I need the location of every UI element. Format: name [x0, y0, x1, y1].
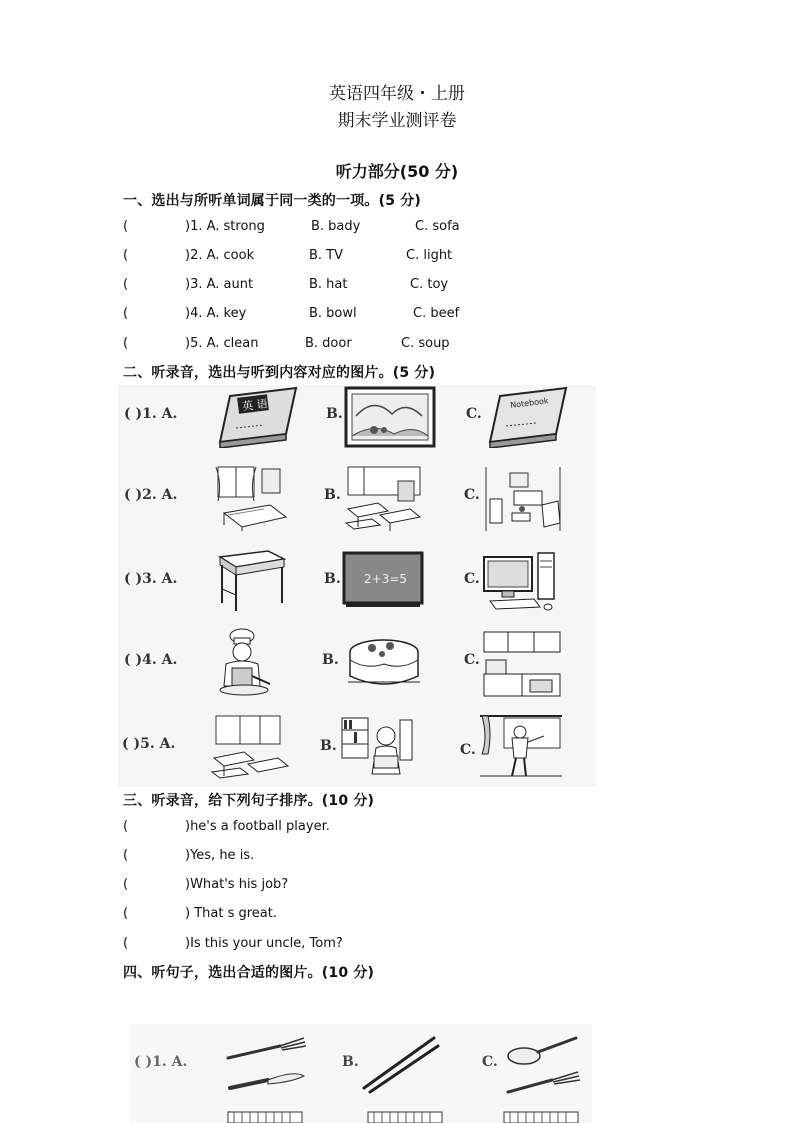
row-label: ( )1. A. — [134, 1054, 188, 1070]
option-b-label: B. — [324, 487, 341, 503]
section-2-title: 二、听录音，选出与听到内容对应的图片。(5 分) — [123, 365, 436, 381]
classroom-icon[interactable] — [344, 465, 424, 533]
option-b-label: B. — [320, 738, 337, 754]
option-b: B. bowl — [309, 306, 357, 321]
option-c-label: C. — [464, 487, 480, 503]
option-b: B. door — [305, 336, 352, 351]
option-a: )5. A. clean — [185, 336, 259, 351]
option-a: )4. A. key — [185, 306, 247, 321]
chef-icon[interactable] — [212, 628, 276, 698]
option-b: B. bady — [311, 219, 361, 234]
sentence-text: ) That s great. — [185, 906, 277, 921]
s2-row-1 — [118, 386, 598, 466]
chopsticks-icon[interactable] — [360, 1034, 440, 1094]
row-label: ( )5. A. — [122, 736, 176, 752]
sentence-text: )Is this your uncle, Tom? — [185, 936, 343, 951]
section-3-title: 三、听录音，给下列句子排序。(10 分) — [123, 793, 375, 809]
notebook-cover-text: Notebook — [509, 396, 550, 410]
option-b-label: B. — [322, 652, 339, 668]
row-label: ( )2. A. — [124, 487, 178, 503]
partial-row-picture — [366, 1110, 446, 1123]
answer-paren[interactable]: ( — [123, 219, 129, 234]
option-a: )1. A. strong — [185, 219, 265, 234]
option-c-label: C. — [464, 571, 480, 587]
bedroom-icon[interactable] — [214, 465, 290, 533]
s2-row-5 — [118, 712, 598, 792]
computer-icon[interactable] — [482, 549, 564, 613]
table-icon[interactable] — [214, 549, 288, 613]
answer-paren[interactable]: ( — [123, 877, 129, 892]
option-c: C. toy — [410, 277, 449, 292]
answer-paren[interactable]: ( — [123, 848, 129, 863]
sentence-text: )he's a football player. — [185, 819, 330, 834]
s2-row-4 — [118, 628, 598, 708]
option-c-label: C. — [466, 406, 482, 422]
listening-part-title: 听力部分(50 分) — [335, 162, 459, 181]
section-1-title: 一、选出与所听单词属于同一类的一项。(5 分) — [123, 193, 422, 209]
partial-row-picture — [502, 1110, 582, 1123]
row-label: ( )1. A. — [124, 406, 178, 422]
window-picture-icon[interactable] — [344, 386, 436, 448]
answer-paren[interactable]: ( — [123, 906, 129, 921]
answer-paren[interactable]: ( — [123, 936, 129, 951]
answer-paren[interactable]: ( — [123, 277, 129, 292]
answer-paren[interactable]: ( — [123, 306, 129, 321]
option-c-label: C. — [464, 652, 480, 668]
board-sum-text: 2+3=5 — [364, 572, 408, 586]
fork-and-knife-icon[interactable] — [224, 1032, 308, 1096]
row-label: ( )3. A. — [124, 571, 178, 587]
option-c: C. soup — [401, 336, 450, 351]
exam-title: 期末学业测评卷 — [337, 111, 457, 131]
sentence-text: )What's his job? — [185, 877, 289, 892]
option-b: B. hat — [309, 277, 348, 292]
english-book-icon[interactable] — [216, 386, 298, 448]
cake-icon[interactable] — [346, 630, 422, 694]
section-4-title: 四、听句子，选出合适的图片。(10 分) — [123, 965, 375, 981]
row-label: ( )4. A. — [124, 652, 178, 668]
library-icon[interactable] — [340, 716, 414, 778]
classroom-icon[interactable] — [210, 714, 292, 780]
option-a: )3. A. aunt — [185, 277, 254, 292]
answer-paren[interactable]: ( — [123, 336, 129, 351]
answer-paren[interactable]: ( — [123, 248, 129, 263]
option-c: C. light — [406, 248, 453, 263]
partial-row-picture — [226, 1110, 306, 1123]
notebook-icon[interactable] — [486, 386, 568, 448]
blackboard-icon[interactable] — [342, 551, 424, 609]
spoon-and-fork-icon[interactable] — [502, 1030, 582, 1100]
s2-row-3 — [118, 549, 598, 629]
girl-at-window-icon[interactable] — [478, 714, 564, 782]
option-c-label: C. — [460, 742, 476, 758]
option-b-label: B. — [342, 1054, 359, 1070]
exam-book-title: 英语四年级・上册 — [329, 84, 465, 104]
s4-picture-panel — [130, 1024, 592, 1123]
answer-paren[interactable]: ( — [123, 819, 129, 834]
book-title-text: 英 语 — [241, 397, 269, 414]
living-room-icon[interactable] — [482, 465, 564, 533]
kitchen-icon[interactable] — [482, 628, 562, 698]
sentence-text: )Yes, he is. — [185, 848, 255, 863]
option-b: B. TV — [309, 248, 344, 263]
option-c: C. beef — [413, 306, 460, 321]
s2-row-2 — [118, 465, 598, 545]
option-c: C. sofa — [415, 219, 460, 234]
option-c-label: C. — [482, 1054, 498, 1070]
option-a: )2. A. cook — [185, 248, 255, 263]
option-b-label: B. — [326, 406, 343, 422]
option-b-label: B. — [324, 571, 341, 587]
